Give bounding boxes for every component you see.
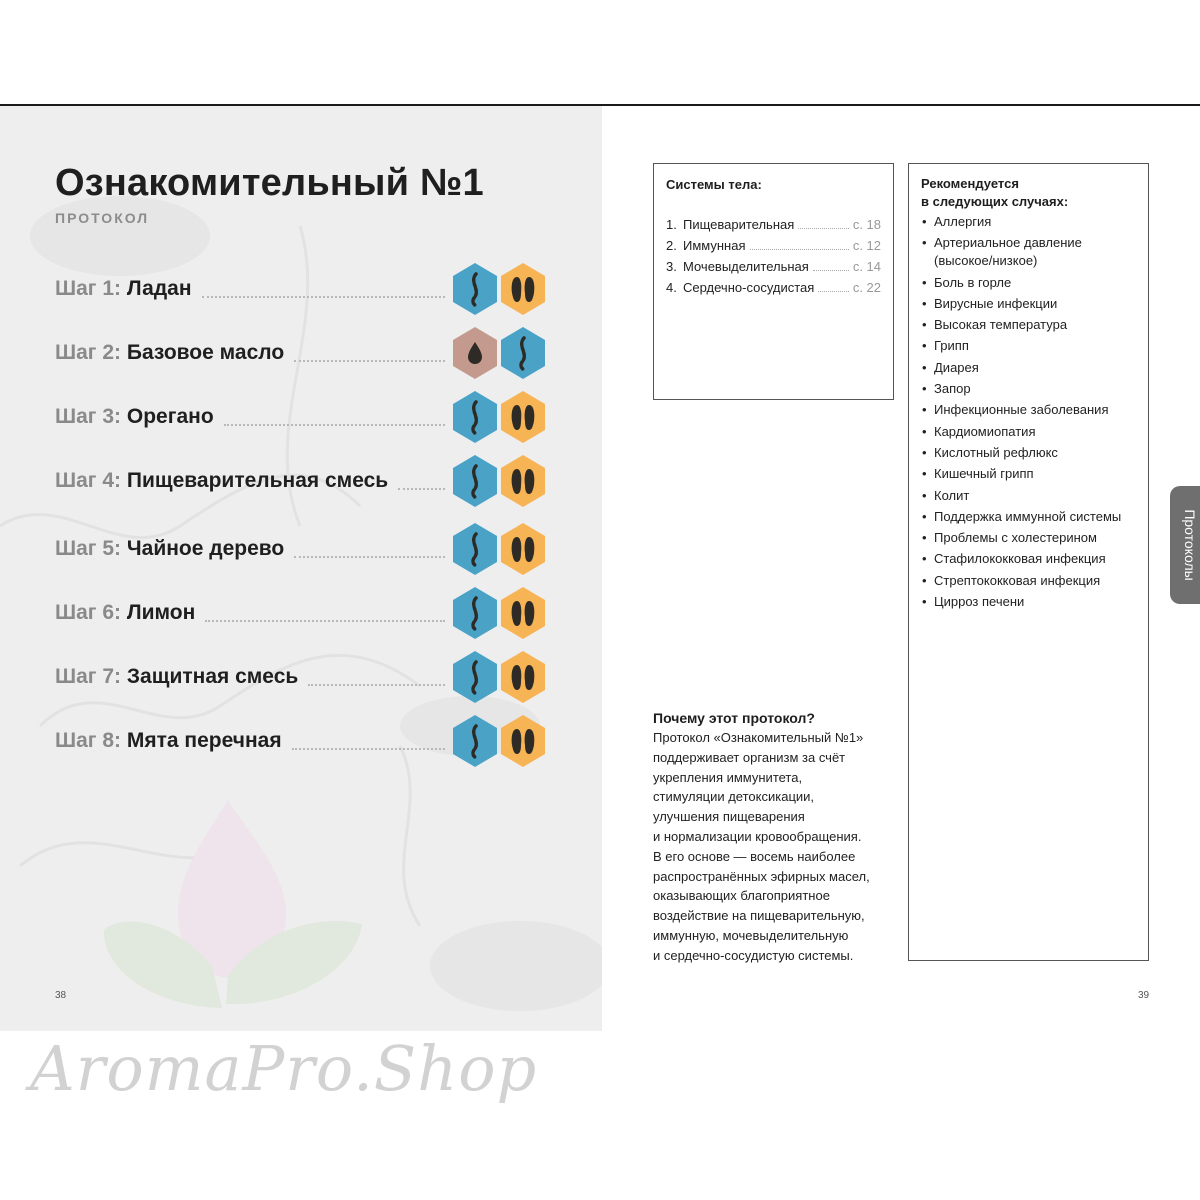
step-text xyxy=(55,405,214,429)
dot-leader xyxy=(750,238,849,250)
feet-icon xyxy=(499,262,547,316)
step-label: Шаг 6: xyxy=(55,601,122,624)
step-label: Шаг 2: xyxy=(55,341,122,364)
step-text xyxy=(55,469,388,493)
list-item xyxy=(666,214,881,235)
recommended-list xyxy=(921,213,1136,611)
step-row xyxy=(55,324,555,382)
list-item: • Цирроз печени xyxy=(921,593,1136,611)
why-section xyxy=(653,708,898,966)
step-icons xyxy=(451,260,547,318)
list-item: • Колит xyxy=(921,487,1136,505)
list-item: • Кардиомиопатия xyxy=(921,423,1136,441)
spine-icon xyxy=(451,390,499,444)
list-item: • Вирусные инфекции xyxy=(921,295,1136,313)
why-title: Почему этот протокол? xyxy=(653,710,815,726)
item-name: Мочевыделительная xyxy=(683,259,809,274)
protocols-side-tab[interactable] xyxy=(1170,486,1200,604)
feet-icon xyxy=(499,454,547,508)
spine-icon xyxy=(451,714,499,768)
step-label: Шаг 3: xyxy=(55,405,122,428)
step-name: Пищеварительная смесь xyxy=(126,469,389,492)
spine-icon xyxy=(451,262,499,316)
drop-icon xyxy=(451,326,499,380)
spine-icon xyxy=(451,650,499,704)
body-systems-list xyxy=(666,214,881,298)
list-item: • Запор xyxy=(921,380,1136,398)
list-item: • Инфекционные заболевания xyxy=(921,401,1136,419)
page-number-right: 39 xyxy=(1138,990,1150,1001)
item-name: Сердечно-сосудистая xyxy=(683,280,815,295)
step-label: Шаг 8: xyxy=(55,729,122,752)
step-name: Мята перечная xyxy=(126,729,282,752)
recommended-title xyxy=(921,175,1136,211)
list-item: • Высокая температура xyxy=(921,316,1136,334)
list-item: • Стрептококковая инфекция xyxy=(921,572,1136,590)
left-page xyxy=(0,106,602,1031)
step-icons xyxy=(451,324,547,382)
item-page: с. 22 xyxy=(852,280,881,295)
step-text xyxy=(55,601,195,625)
recommended-title-line: Рекомендуется xyxy=(921,176,1019,191)
list-item: • Аллергия xyxy=(921,213,1136,231)
item-name: Иммунная xyxy=(683,238,746,253)
step-label: Шаг 1: xyxy=(55,277,122,300)
step-text xyxy=(55,665,298,689)
dot-leader xyxy=(798,217,849,229)
dot-leader xyxy=(818,280,848,292)
dot-leader xyxy=(224,424,445,426)
item-number: 1. xyxy=(666,217,677,232)
watermark: AromaPro.Shop xyxy=(30,1032,538,1105)
step-label: Шаг 4: xyxy=(55,469,122,492)
recommended-box xyxy=(908,163,1149,961)
list-item xyxy=(666,277,881,298)
item-number: 4. xyxy=(666,280,677,295)
step-row xyxy=(55,712,555,770)
list-item: • Кислотный рефлюкс xyxy=(921,444,1136,462)
list-item: • Поддержка иммунной системы xyxy=(921,508,1136,526)
step-icons xyxy=(451,584,547,642)
feet-icon xyxy=(499,522,547,576)
list-item xyxy=(666,235,881,256)
list-item: • Боль в горле xyxy=(921,274,1136,292)
dot-leader xyxy=(292,748,445,750)
spine-icon xyxy=(451,522,499,576)
body-systems-box xyxy=(653,163,894,400)
dot-leader xyxy=(202,296,445,298)
step-row xyxy=(55,648,555,706)
step-text xyxy=(55,537,284,561)
feet-icon xyxy=(499,714,547,768)
spine-icon xyxy=(499,326,547,380)
list-item: • Кишечный грипп xyxy=(921,465,1136,483)
step-name: Защитная смесь xyxy=(126,665,299,688)
spine-icon xyxy=(451,454,499,508)
body-systems-title: Системы тела: xyxy=(666,177,762,192)
step-icons xyxy=(451,648,547,706)
step-row xyxy=(55,520,555,578)
step-icons xyxy=(451,520,547,578)
item-page: с. 18 xyxy=(852,217,881,232)
step-icons xyxy=(451,388,547,446)
list-item: • Проблемы с холестерином xyxy=(921,529,1136,547)
dot-leader xyxy=(308,684,445,686)
feet-icon xyxy=(499,586,547,640)
step-icons xyxy=(451,712,547,770)
step-name: Чайное дерево xyxy=(126,537,285,560)
item-page: с. 14 xyxy=(852,259,881,274)
item-page: с. 12 xyxy=(852,238,881,253)
step-icons xyxy=(451,452,547,510)
dot-leader xyxy=(205,620,445,622)
feet-icon xyxy=(499,650,547,704)
step-name: Лимон xyxy=(126,601,196,624)
step-text xyxy=(55,729,282,753)
item-number: 2. xyxy=(666,238,677,253)
recommended-title-line: в следующих случаях: xyxy=(921,194,1069,209)
list-item: • Стафилококковая инфекция xyxy=(921,550,1136,568)
page-title: Ознакомительный №1 xyxy=(55,162,484,204)
step-row xyxy=(55,452,555,510)
why-body: Протокол «Ознакомительный №1» поддерживает организм за счёт укрепления иммунитета, стимуляции детоксикации, улучшения пищеварения и нормализации кровообращения. В его основе — восемь наиболее распространённых эфирных масел, оказывающих благоприятное воздействие на пищеварительную, иммунную, мочевыделительную и сердечно-сосудистую системы. xyxy=(653,730,870,963)
dot-leader xyxy=(294,556,445,558)
list-item: • Диарея xyxy=(921,359,1136,377)
spine-icon xyxy=(451,586,499,640)
dot-leader xyxy=(813,259,849,271)
step-label: Шаг 7: xyxy=(55,665,122,688)
step-text xyxy=(55,277,192,301)
step-row xyxy=(55,388,555,446)
step-label: Шаг 5: xyxy=(55,537,122,560)
dot-leader xyxy=(294,360,445,362)
list-item xyxy=(666,256,881,277)
list-item: • Артериальное давление (высокое/низкое) xyxy=(921,234,1136,270)
list-item: • Грипп xyxy=(921,337,1136,355)
item-name: Пищеварительная xyxy=(683,217,795,232)
step-row xyxy=(55,260,555,318)
step-name: Орегано xyxy=(126,405,214,428)
step-row xyxy=(55,584,555,642)
step-text xyxy=(55,341,284,365)
page-number-left: 38 xyxy=(55,990,67,1001)
page-subtitle: ПРОТОКОЛ xyxy=(55,210,150,226)
dot-leader xyxy=(398,488,445,490)
step-name: Базовое масло xyxy=(126,341,285,364)
step-name: Ладан xyxy=(126,277,192,300)
item-number: 3. xyxy=(666,259,677,274)
side-tab-label: Протоколы xyxy=(1182,509,1198,581)
feet-icon xyxy=(499,390,547,444)
